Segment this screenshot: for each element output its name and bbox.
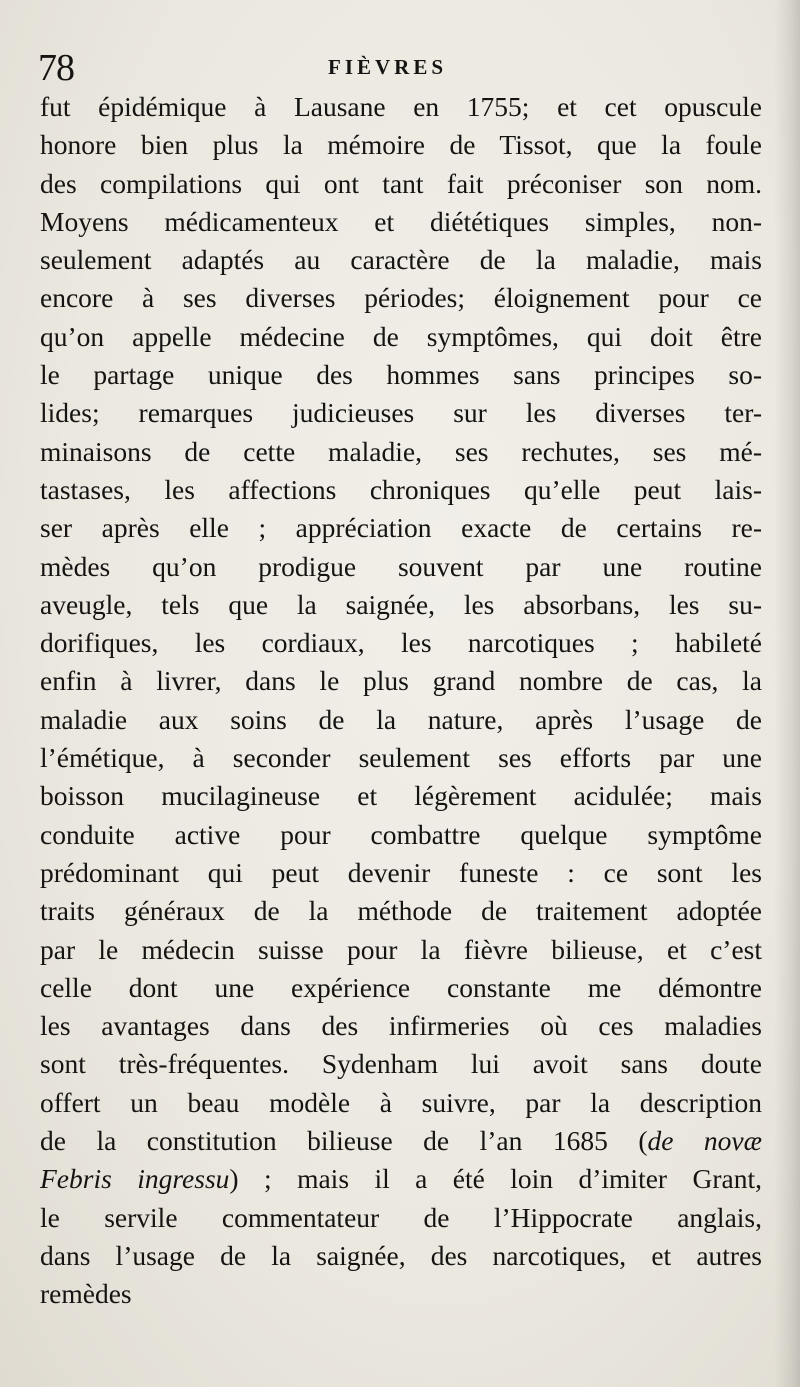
text-line [40,203,762,241]
text-line [40,816,762,854]
text-segment: encore à ses diverses périodes; éloignement pour ce [40,282,762,314]
text-segment: lides; remarques judicieuses sur les diverses ter- [40,397,762,429]
text-line [40,1007,762,1045]
text-segment: le partage unique des hommes sans principes so- [40,359,762,391]
text-segment: Moyens médicamenteux et diététiques simples, non- [40,205,762,237]
text-line [40,931,762,969]
text-segment: le servile commentateur de l’Hippocrate anglais, [40,1201,762,1233]
text-segment: prédominant qui peut devenir funeste : ce sont les [40,856,762,888]
text-segment: les avantages dans des infirmeries où ces maladies [40,1010,762,1042]
text-segment: ) ; mais il a été loin d’imiter Grant, [229,1163,762,1195]
page-edge-shadow [774,0,800,1387]
text-line [40,969,762,1007]
text-line [40,433,762,471]
text-line [40,1045,762,1083]
text-line [40,88,762,126]
text-line [40,356,762,394]
text-line [40,126,762,164]
text-line [40,394,762,432]
text-segment: enfin à livrer, dans le plus grand nombre de cas, la [40,665,762,697]
text-segment: celle dont une expérience constante me démontre [40,971,762,1003]
text-line [40,548,762,586]
text-line [40,165,762,203]
page-number: 78 [38,47,74,89]
text-line [40,1160,762,1198]
text-line [40,624,762,662]
text-segment: fut épidémique à Lausane en 1755; et cet opuscule [40,91,762,122]
text-segment: des compilations qui ont tant fait préconiser son nom. [40,167,762,199]
running-head: FIÈVRES [328,55,448,79]
text-line [40,854,762,892]
text-segment: aveugle, tels que la saignée, les absorbans, les su- [40,588,762,620]
text-line [40,662,762,700]
text-line [40,1237,762,1275]
italic-text: Febris ingressu [40,1163,230,1195]
text-segment: dorifiques, les cordiaux, les narcotiques ; habileté [40,627,762,659]
body-text [40,88,762,1314]
text-segment: traits généraux de la méthode de traitement adoptée [40,895,762,927]
text-line [40,777,762,815]
text-line [40,701,762,739]
italic-text: de novæ [647,1125,762,1157]
text-line [40,509,762,547]
text-line [40,1084,762,1122]
text-segment: boisson mucilagineuse et légèrement acidulée; mais [40,780,762,812]
text-segment: par le médecin suisse pour la fièvre bilieuse, et c’est [40,933,762,965]
text-segment: ser après elle ; appréciation exacte de certains re- [40,512,762,544]
text-segment: maladie aux soins de la nature, après l’usage de [40,703,762,735]
text-segment: mèdes qu’on prodigue souvent par une routine [40,550,762,582]
text-segment: offert un beau modèle à suivre, par la description [40,1086,762,1118]
text-segment: qu’on appelle médecine de symptômes, qui doit être [40,320,762,352]
text-line [40,241,762,279]
text-segment: conduite active pour combattre quelque symptôme [40,818,762,850]
text-line [40,892,762,930]
text-line [40,739,762,777]
text-line [40,1122,762,1160]
text-line [40,586,762,624]
text-line [40,279,762,317]
text-segment: honore bien plus la mémoire de Tissot, que la foule [40,129,762,161]
text-segment: seulement adaptés au caractère de la maladie, mais [40,244,762,276]
text-segment: tastases, les affections chroniques qu’elle peut lais- [40,473,762,505]
text-segment: de la constitution bilieuse de l’an 1685 ( [40,1125,648,1157]
text-segment: l’émétique, à seconder seulement ses efforts par une [40,742,762,774]
text-segment: minaisons de cette maladie, ses rechutes, ses mé- [40,435,762,467]
page-header [38,44,778,94]
text-segment: sont très-fréquentes. Sydenham lui avoit sans doute [40,1048,762,1080]
text-line [40,318,762,356]
text-segment: dans l’usage de la saignée, des narcotiques, et autres [40,1239,762,1271]
text-line [40,1199,762,1237]
text-line [40,1275,762,1313]
text-segment: remèdes [40,1278,132,1310]
text-line [40,471,762,509]
